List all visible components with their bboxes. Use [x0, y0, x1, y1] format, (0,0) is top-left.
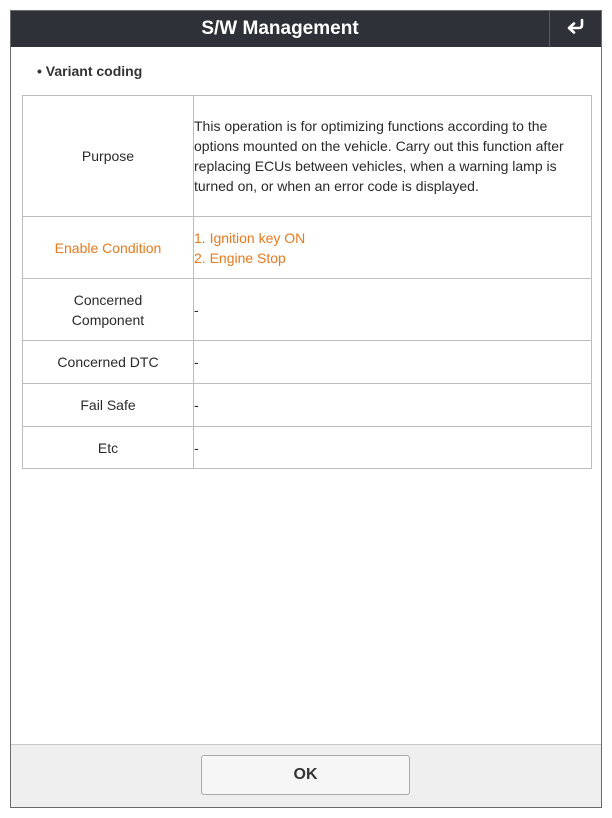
table-row: [23, 279, 592, 341]
etc-value: -: [194, 427, 592, 469]
enable-condition-label: Enable Condition: [23, 217, 194, 279]
footer-bar: [11, 744, 601, 807]
purpose-label: Purpose: [23, 96, 194, 217]
concerned-component-label: [23, 279, 194, 341]
fail-safe-value: -: [194, 384, 592, 427]
fail-safe-label: Fail Safe: [23, 384, 194, 427]
title-bar: [11, 11, 601, 47]
info-table: [22, 95, 592, 469]
back-button[interactable]: [549, 11, 601, 47]
table-row: [23, 384, 592, 427]
table-row: [23, 341, 592, 384]
ok-button[interactable]: OK: [201, 755, 410, 795]
concerned-dtc-value: -: [194, 341, 592, 384]
etc-label: Etc: [23, 427, 194, 469]
label-line: Concerned: [73, 291, 143, 308]
enable-condition-line: 2. Engine Stop: [194, 249, 286, 266]
enable-condition-value: [194, 217, 592, 279]
label-line: Component: [71, 311, 145, 328]
concerned-component-value: -: [194, 279, 592, 341]
section-label: • Variant coding: [37, 63, 143, 79]
table-row: [23, 427, 592, 469]
enable-condition-line: 1. Ignition key ON: [194, 229, 306, 246]
table-row: [23, 96, 592, 217]
dialog-window: [10, 10, 602, 808]
return-arrow-icon: [565, 18, 587, 41]
table-row: [23, 217, 592, 279]
window-title: S/W Management: [201, 18, 359, 39]
purpose-value: This operation is for optimizing functions according to the options mounted on the vehicle. Carry out this function after replacing ECUs between vehicles, when a warning lamp is turned on, or when an error code is displayed.: [194, 96, 592, 217]
concerned-dtc-label: Concerned DTC: [23, 341, 194, 384]
